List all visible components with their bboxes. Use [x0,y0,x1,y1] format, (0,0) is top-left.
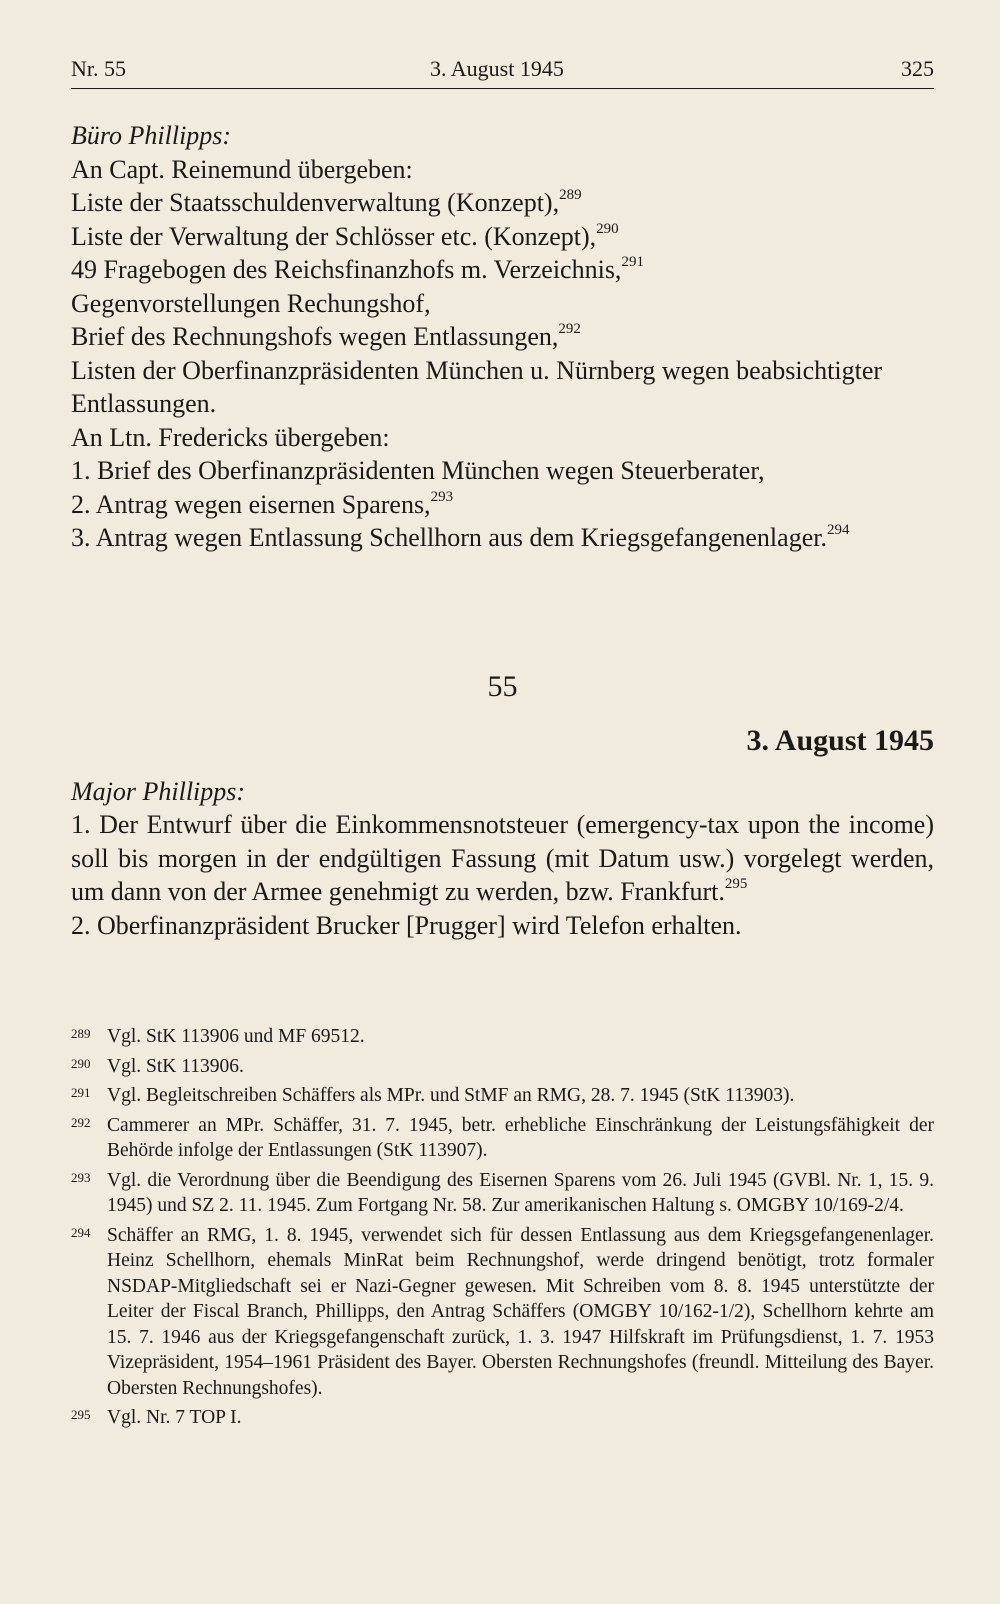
footnote [71,1083,934,1109]
list-item-text: Listen der Oberfinanzpräsidenten München u. Nürnberg wegen beabsichtigter Entlassungen. [71,355,883,418]
footnote [71,1054,934,1080]
list-item [71,287,934,321]
footnote [71,1113,934,1164]
footnote [71,1405,934,1431]
footnote-ref[interactable]: 294 [826,522,850,538]
section-major-phillipps [71,775,934,943]
list-item-text: Liste der Verwaltung der Schlösser etc. (Konzept), [71,221,597,251]
handover-line: An Capt. Reinemund übergeben: [71,154,413,184]
section-buero-phillipps [71,119,934,555]
footnote-number: 294 [71,1224,91,1240]
footnote-ref[interactable]: 293 [430,488,454,505]
paragraph-item: 2. Oberfinanzpräsident Brucker [Prugger] wird Telefon erhalten. [71,910,742,940]
footnote [71,1168,934,1219]
page-number: 325 [901,56,934,81]
list-item [71,488,934,522]
list-item-text: 2. Antrag wegen eisernen Sparens, [71,489,431,519]
footnote-ref[interactable]: 292 [558,321,581,337]
document-date: 3. August 1945 [746,723,934,757]
list-item [71,186,934,220]
footnote-number: 290 [71,1055,91,1071]
page [71,56,934,1435]
footnote-ref[interactable]: 289 [559,187,582,203]
running-header [71,56,934,89]
footnote-text: Vgl. die Verordnung über die Beendigung des Eisernen Sparens vom 26. Juli 1945 (GVBl. Nr. 1, 15. 9. 1945) und SZ 2. 11. 1945. Zum Fortgang Nr. 58. Zur amerikanischen Haltung s. OMGBY 10/169-2/4. [107,1169,934,1216]
list-item-text: Brief des Rechnungshofs wegen Entlassungen, [71,322,559,351]
footnote-number: 295 [71,1407,91,1422]
list-item-text: 49 Fragebogen des Reichsfinanzhofs m. Verzeichnis, [71,255,622,284]
section-heading: Major Phillipps: [71,776,246,806]
footnote-text: Vgl. StK 113906 und MF 69512. [107,1026,365,1047]
list-item-text: 1. Brief des Oberfinanzpräsidenten München wegen Steuerberater, [71,456,765,485]
footnote-number: 289 [71,1026,91,1041]
footnote-text: Vgl. Begleitschreiben Schäffers als MPr. und StMF an RMG, 28. 7. 1945 (StK 113903). [107,1085,795,1106]
handover-list [71,454,934,555]
section-heading: Büro Phillipps: [71,121,232,150]
footnote-text: Schäffer an RMG, 1. 8. 1945, verwendet sich für dessen Entlassung aus dem Kriegsgefangenenlager. Heinz Schellhorn, ehemals MinRat beim Rechnungshof, werde dringend benötigt, trotz formaler NSDAP-Mitgliedschaft sei er Nazi-Gegner gewesen. Mit Schreiben vom 8. 8. 1945 unterstützte der Leiter der Fiscal Branch, Phillipps, den Antrag Schäffers (OMGBY 10/162-1/2), Schellhorn kehrte am 15. 7. 1946 aus der Kriegsgefangenschaft zurück, 1. 3. 1947 Hilfskraft im Prüfungsdienst, 1. 7. 1953 Vizepräsident, 1954–1961 Präsident des Bayer. Obersten Rechnungshofes (freundl. Mitteilung des Bayer. Obersten Rechnungshofes). [107,1224,934,1399]
list-item [71,454,934,488]
footnote [71,1024,934,1050]
footnote-number: 291 [71,1085,91,1100]
footnote-text: Vgl. StK 113906. [107,1055,244,1077]
list-item [71,253,934,287]
list-item-text: 3. Antrag wegen Entlassung Schellhorn aus dem Kriegsgefangenenlager. [71,523,827,552]
list-item [71,521,934,555]
list-item [71,220,934,254]
footnote-ref[interactable]: 291 [621,254,644,270]
footnote [71,1223,934,1402]
handover-line: An Ltn. Fredericks übergeben: [71,422,390,452]
document-number: 55 [487,669,518,703]
paragraph-item [71,808,934,909]
list-item-text: Liste der Staatsschuldenverwaltung (Konzept), [71,188,560,217]
footnote-ref[interactable]: 290 [596,220,619,237]
list-item-text: Gegenvorstellungen Rechungshof, [71,288,431,318]
footnote-number: 292 [71,1114,91,1130]
header-date: 3. August 1945 [430,56,564,81]
footnote-ref[interactable]: 295 [724,876,748,892]
footnote-number: 293 [71,1169,91,1185]
list-item [71,320,934,354]
list-item [71,354,934,421]
footnote-text: Cammerer an MPr. Schäffer, 31. 7. 1945, betr. erhebliche Einschränkung der Leistungsfähigkeit der Behörde infolge der Entlassungen (StK 113907). [107,1114,934,1161]
paragraph-text: 1. Der Entwurf über die Einkommensnotsteuer (emergency-tax upon the income) soll bis morgen in der endgültigen Fassung (mit Datum usw.) vorgelegt werden, um dann von der Armee genehmigt zu werden, bzw. Frankfurt. [71,810,934,906]
handover-list [71,186,934,421]
footnotes [71,1024,934,1431]
footnote-text: Vgl. Nr. 7 TOP I. [107,1407,242,1428]
header-doc-number: Nr. 55 [71,56,126,81]
